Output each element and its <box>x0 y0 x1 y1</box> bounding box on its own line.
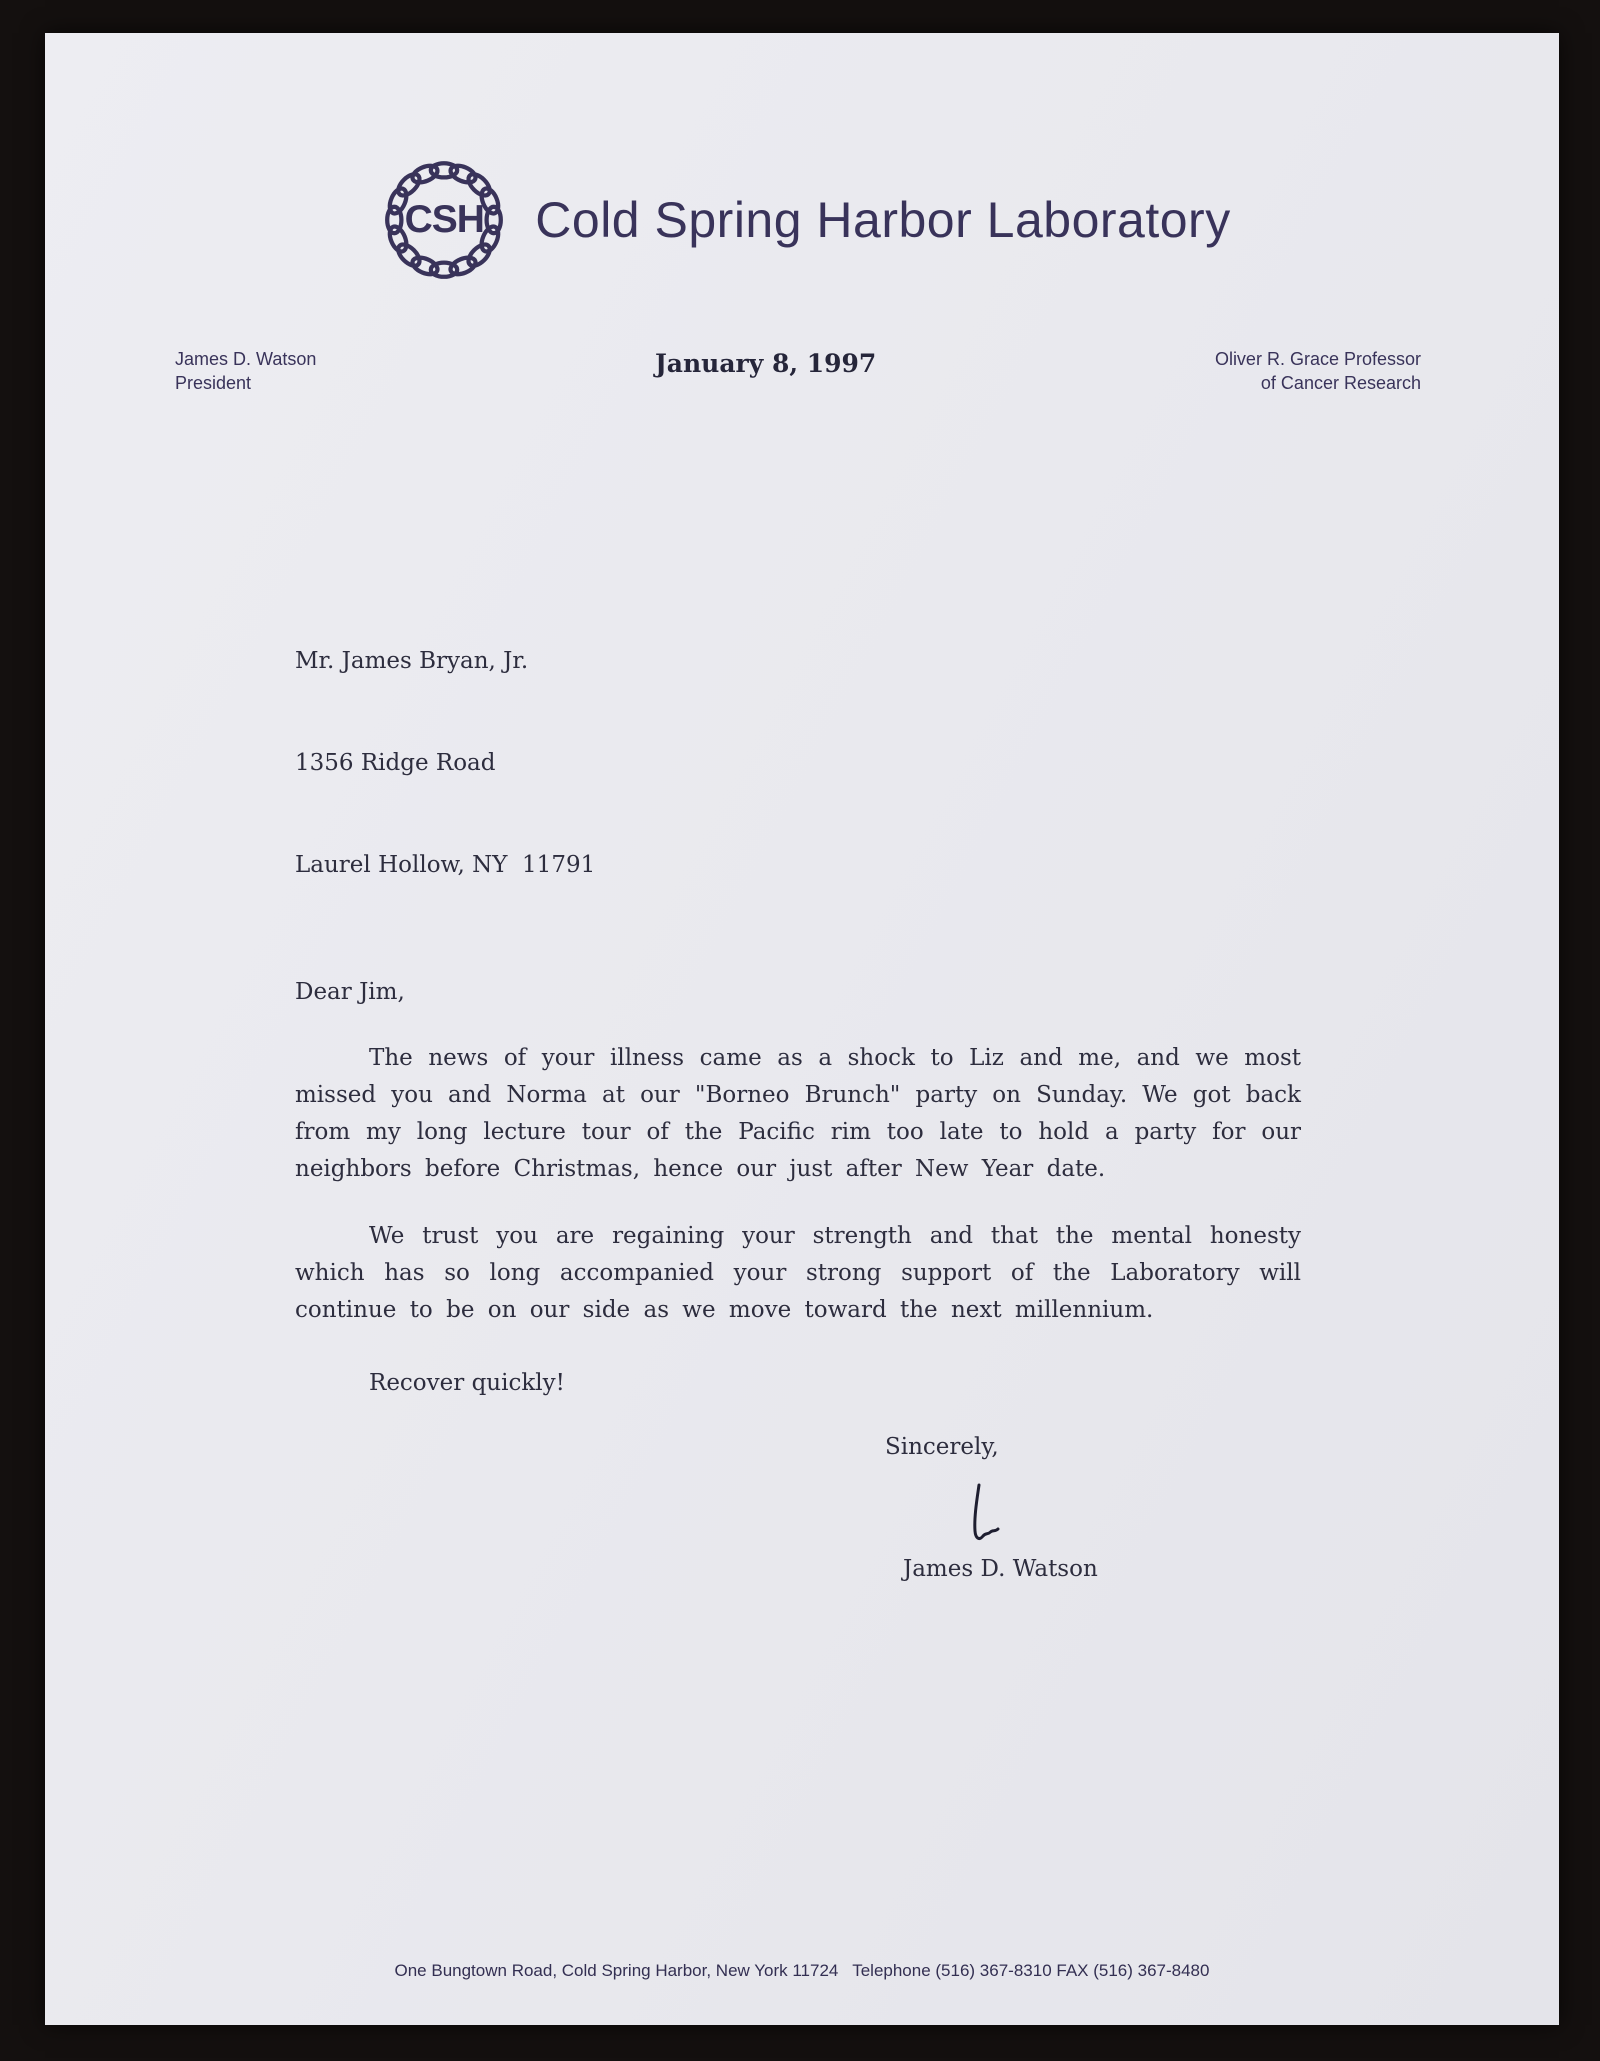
officer-name: James D. Watson <box>175 349 317 369</box>
letterhead-info-row <box>45 291 1559 396</box>
letterhead <box>45 33 1559 396</box>
professorship-block <box>1215 347 1421 396</box>
professorship-line-2: of Cancer Research <box>1260 373 1421 394</box>
professorship-line-1: Oliver R. Grace Professor <box>1214 349 1421 369</box>
organization-name: Cold Spring Harbor Laboratory <box>535 192 1231 248</box>
officer-title: President <box>175 373 252 394</box>
footer-contact: One Bungtown Road, Cold Spring Harbor, New York 11724 Telephone (516) 367-8310 FAX (516) 367-8480 <box>394 1961 1210 1980</box>
recipient-street: 1356 Ridge Road <box>295 749 496 776</box>
recipient-city: Laurel Hollow, NY 11791 <box>295 851 596 878</box>
salutation: Dear Jim, <box>295 978 405 1005</box>
recipient-name: Mr. James Bryan, Jr. <box>295 647 529 674</box>
csh-logo <box>373 149 515 291</box>
letter-paragraph-2: We trust you are regaining your strength and that the mental honesty which has so long accompanied your strong support of the Laboratory will continue to be on our side as we move toward the next millennium. <box>295 1222 1301 1323</box>
handwritten-signature <box>933 1481 1053 1545</box>
signature-block <box>885 1429 1301 1587</box>
valediction: Sincerely, <box>885 1433 999 1460</box>
signer-name: James D. Watson <box>903 1555 1098 1582</box>
letter-body <box>45 576 1559 1587</box>
letterhead-logo-row <box>45 33 1559 291</box>
letter-paragraph-1: The news of your illness came as a shock to Liz and me, and we most missed you and Norma at our "Borneo Brunch" party on Sunday. We got back from my long lecture tour of the Pacific rim too late to hold a party for our neighbors before Christmas, hence our just after New Year date. <box>295 1044 1301 1182</box>
logo-monogram: CSH <box>404 198 484 241</box>
recipient-address <box>295 576 1301 950</box>
letter-page <box>45 33 1559 2025</box>
officer-block <box>175 347 316 396</box>
closing-line: Recover quickly! <box>369 1369 565 1396</box>
letter-date: January 8, 1997 <box>654 349 877 378</box>
